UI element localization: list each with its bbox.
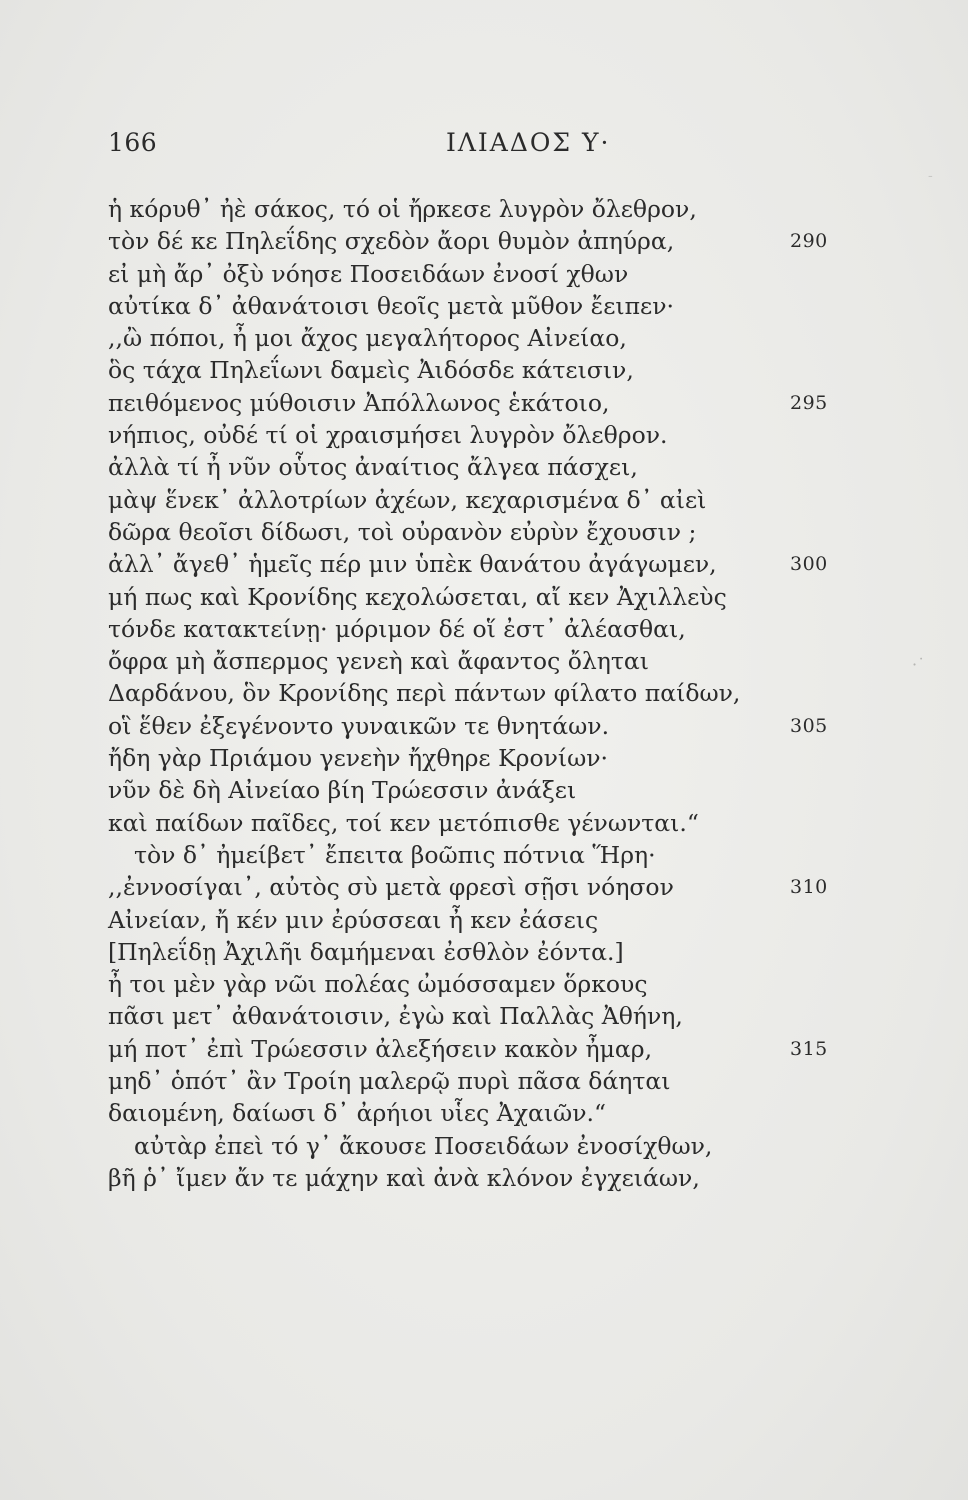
verse-line: [108, 387, 868, 419]
verse-line: [108, 322, 868, 354]
verse-text: ἀλλὰ τί ἦ νῦν οὗτος ἀναίτιος ἄλγεα πάσχει,: [108, 453, 638, 482]
verse-line: [108, 774, 868, 806]
verse-line: [108, 225, 868, 257]
verse-line: [108, 1097, 868, 1129]
verse-line: [108, 258, 868, 290]
verse-block: [108, 193, 868, 1194]
verse-text: αὐτίκα δ᾽ ἀθανάτοισι θεοῖς μετὰ μῦθον ἔειπεν·: [108, 291, 674, 320]
verse-line: [108, 1065, 868, 1097]
verse-text: [Πηλεΐδῃ Ἀχιλῆι δαμήμεναι ἐσθλὸν ἐόντα.]: [108, 937, 624, 966]
verse-text: πᾶσι μετ᾽ ἀθανάτοισιν, ἐγὼ καὶ Παλλὰς Ἀθήνη,: [108, 1002, 683, 1031]
verse-text: Αἰνείαν, ἤ κέν μιν ἐρύσσεαι ἦ κεν ἐάσεις: [108, 905, 599, 934]
verse-line: [108, 1000, 868, 1032]
verse-line: [108, 645, 868, 677]
line-number: 300: [790, 553, 828, 576]
verse-text: ἤδη γὰρ Πριάμου γενεὴν ἤχθηρε Κρονίων·: [108, 744, 609, 773]
verse-text: μή πως καὶ Κρονίδης κεχολώσεται, αἴ κεν Ἀχιλλεὺς: [108, 582, 727, 611]
verse-line: [108, 871, 868, 903]
verse-line: [108, 968, 868, 1000]
verse-text: μὰψ ἕνεκ᾽ ἀλλοτρίων ἀχέων, κεχαρισμένα δ᾽ αἰεὶ: [108, 485, 707, 514]
running-title: ΙΛΙΑΔΟΣ Υ·: [446, 128, 611, 157]
verse-text: δαιομένη, δαίωσι δ᾽ ἀρήιοι υἷες Ἀχαιῶν.“: [108, 1099, 606, 1128]
verse-text: μηδ᾽ ὁπότ᾽ ἂν Τροίη μαλερῷ πυρὶ πᾶσα δάηται: [108, 1067, 671, 1096]
verse-line: [108, 1033, 868, 1065]
verse-line: [108, 904, 868, 936]
verse-line: [108, 742, 868, 774]
verse-line: [108, 710, 868, 742]
line-number: 315: [790, 1037, 828, 1060]
verse-text: βῆ ῥ᾽ ἴμεν ἄν τε μάχην καὶ ἀνὰ κλόνον ἐγχειάων,: [108, 1163, 700, 1192]
margin-mark: ·˙: [912, 655, 926, 674]
verse-text: εἰ μὴ ἄρ᾽ ὀξὺ νόησε Ποσειδάων ἐνοσί χθων: [108, 259, 629, 288]
verse-line: [108, 193, 868, 225]
line-number: 305: [790, 714, 828, 737]
verse-line: [108, 613, 868, 645]
verse-text: νῦν δὲ δὴ Αἰνείαο βίη Τρώεσσιν ἀνάξει: [108, 776, 577, 805]
page-number: 166: [108, 128, 158, 157]
print-speck: -: [928, 168, 933, 184]
verse-line: [108, 807, 868, 839]
verse-text: τὸν δέ κε Πηλεΐδης σχεδὸν ἄορι θυμὸν ἀπηύρα,: [108, 227, 675, 256]
verse-line: [108, 548, 868, 580]
verse-line: [108, 677, 868, 709]
verse-line: [108, 451, 868, 483]
verse-line: [108, 839, 868, 871]
verse-text: οἳ ἕθεν ἐξεγένοντο γυναικῶν τε θνητάων.: [108, 711, 610, 740]
verse-text: αὐτὰρ ἐπεὶ τό γ᾽ ἄκουσε Ποσειδάων ἐνοσίχθων,: [134, 1131, 713, 1160]
verse-text: ὄφρα μὴ ἄσπερμος γενεὴ καὶ ἄφαντος ὄληται: [108, 647, 649, 676]
line-number: 310: [790, 876, 828, 899]
page-header: [0, 128, 968, 162]
verse-text: ὃς τάχα Πηλεΐωνι δαμεὶς Ἀιδόσδε κάτεισιν,: [108, 356, 634, 385]
verse-line: [108, 484, 868, 516]
verse-line: [108, 1130, 868, 1162]
verse-text: δῶρα θεοῖσι δίδωσι, τοὶ οὐρανὸν εὐρὺν ἔχουσιν ;: [108, 517, 697, 546]
verse-line: [108, 354, 868, 386]
verse-text: νήπιος, οὐδέ τί οἱ χραισμήσει λυγρὸν ὄλεθρον.: [108, 421, 668, 450]
verse-text: ἡ κόρυθ᾽ ἠὲ σάκος, τό οἱ ἤρκεσε λυγρὸν ὄλεθρον,: [108, 195, 697, 223]
verse-line: [108, 936, 868, 968]
line-number: 295: [790, 391, 828, 414]
verse-text: μή ποτ᾽ ἐπὶ Τρώεσσιν ἀλεξήσειν κακὸν ἦμαρ,: [108, 1034, 653, 1063]
verse-text: ἀλλ᾽ ἄγεθ᾽ ἡμεῖς πέρ μιν ὑπὲκ θανάτου ἀγάγωμεν,: [108, 550, 717, 579]
verse-text: τὸν δ᾽ ἠμείβετ᾽ ἔπειτα βοῶπις πότνια Ἥρη·: [134, 840, 656, 869]
verse-text: ,,ὢ πόποι, ἦ μοι ἄχος μεγαλήτορος Αἰνείαο,: [108, 324, 627, 353]
verse-text: καὶ παίδων παῖδες, τοί κεν μετόπισθε γένωνται.“: [108, 808, 699, 837]
verse-text: ,,ἐννοσίγαι᾽, αὐτὸς σὺ μετὰ φρεσὶ σῇσι νόησον: [108, 873, 674, 902]
verse-line: [108, 1162, 868, 1194]
verse-line: [108, 581, 868, 613]
line-number: 290: [790, 230, 828, 253]
verse-text: ἦ τοι μὲν γὰρ νῶι πολέας ὠμόσσαμεν ὅρκους: [108, 970, 648, 999]
verse-line: [108, 419, 868, 451]
verse-line: [108, 516, 868, 548]
verse-text: τόνδε κατακτείνῃ· μόριμον δέ οἵ ἐστ᾽ ἀλέασθαι,: [108, 614, 686, 643]
verse-text: Δαρδάνου, ὃν Κρονίδης περὶ πάντων φίλατο παίδων,: [108, 679, 741, 708]
verse-text: πειθόμενος μύθοισιν Ἀπόλλωνος ἑκάτοιο,: [108, 388, 610, 417]
verse-line: [108, 290, 868, 322]
